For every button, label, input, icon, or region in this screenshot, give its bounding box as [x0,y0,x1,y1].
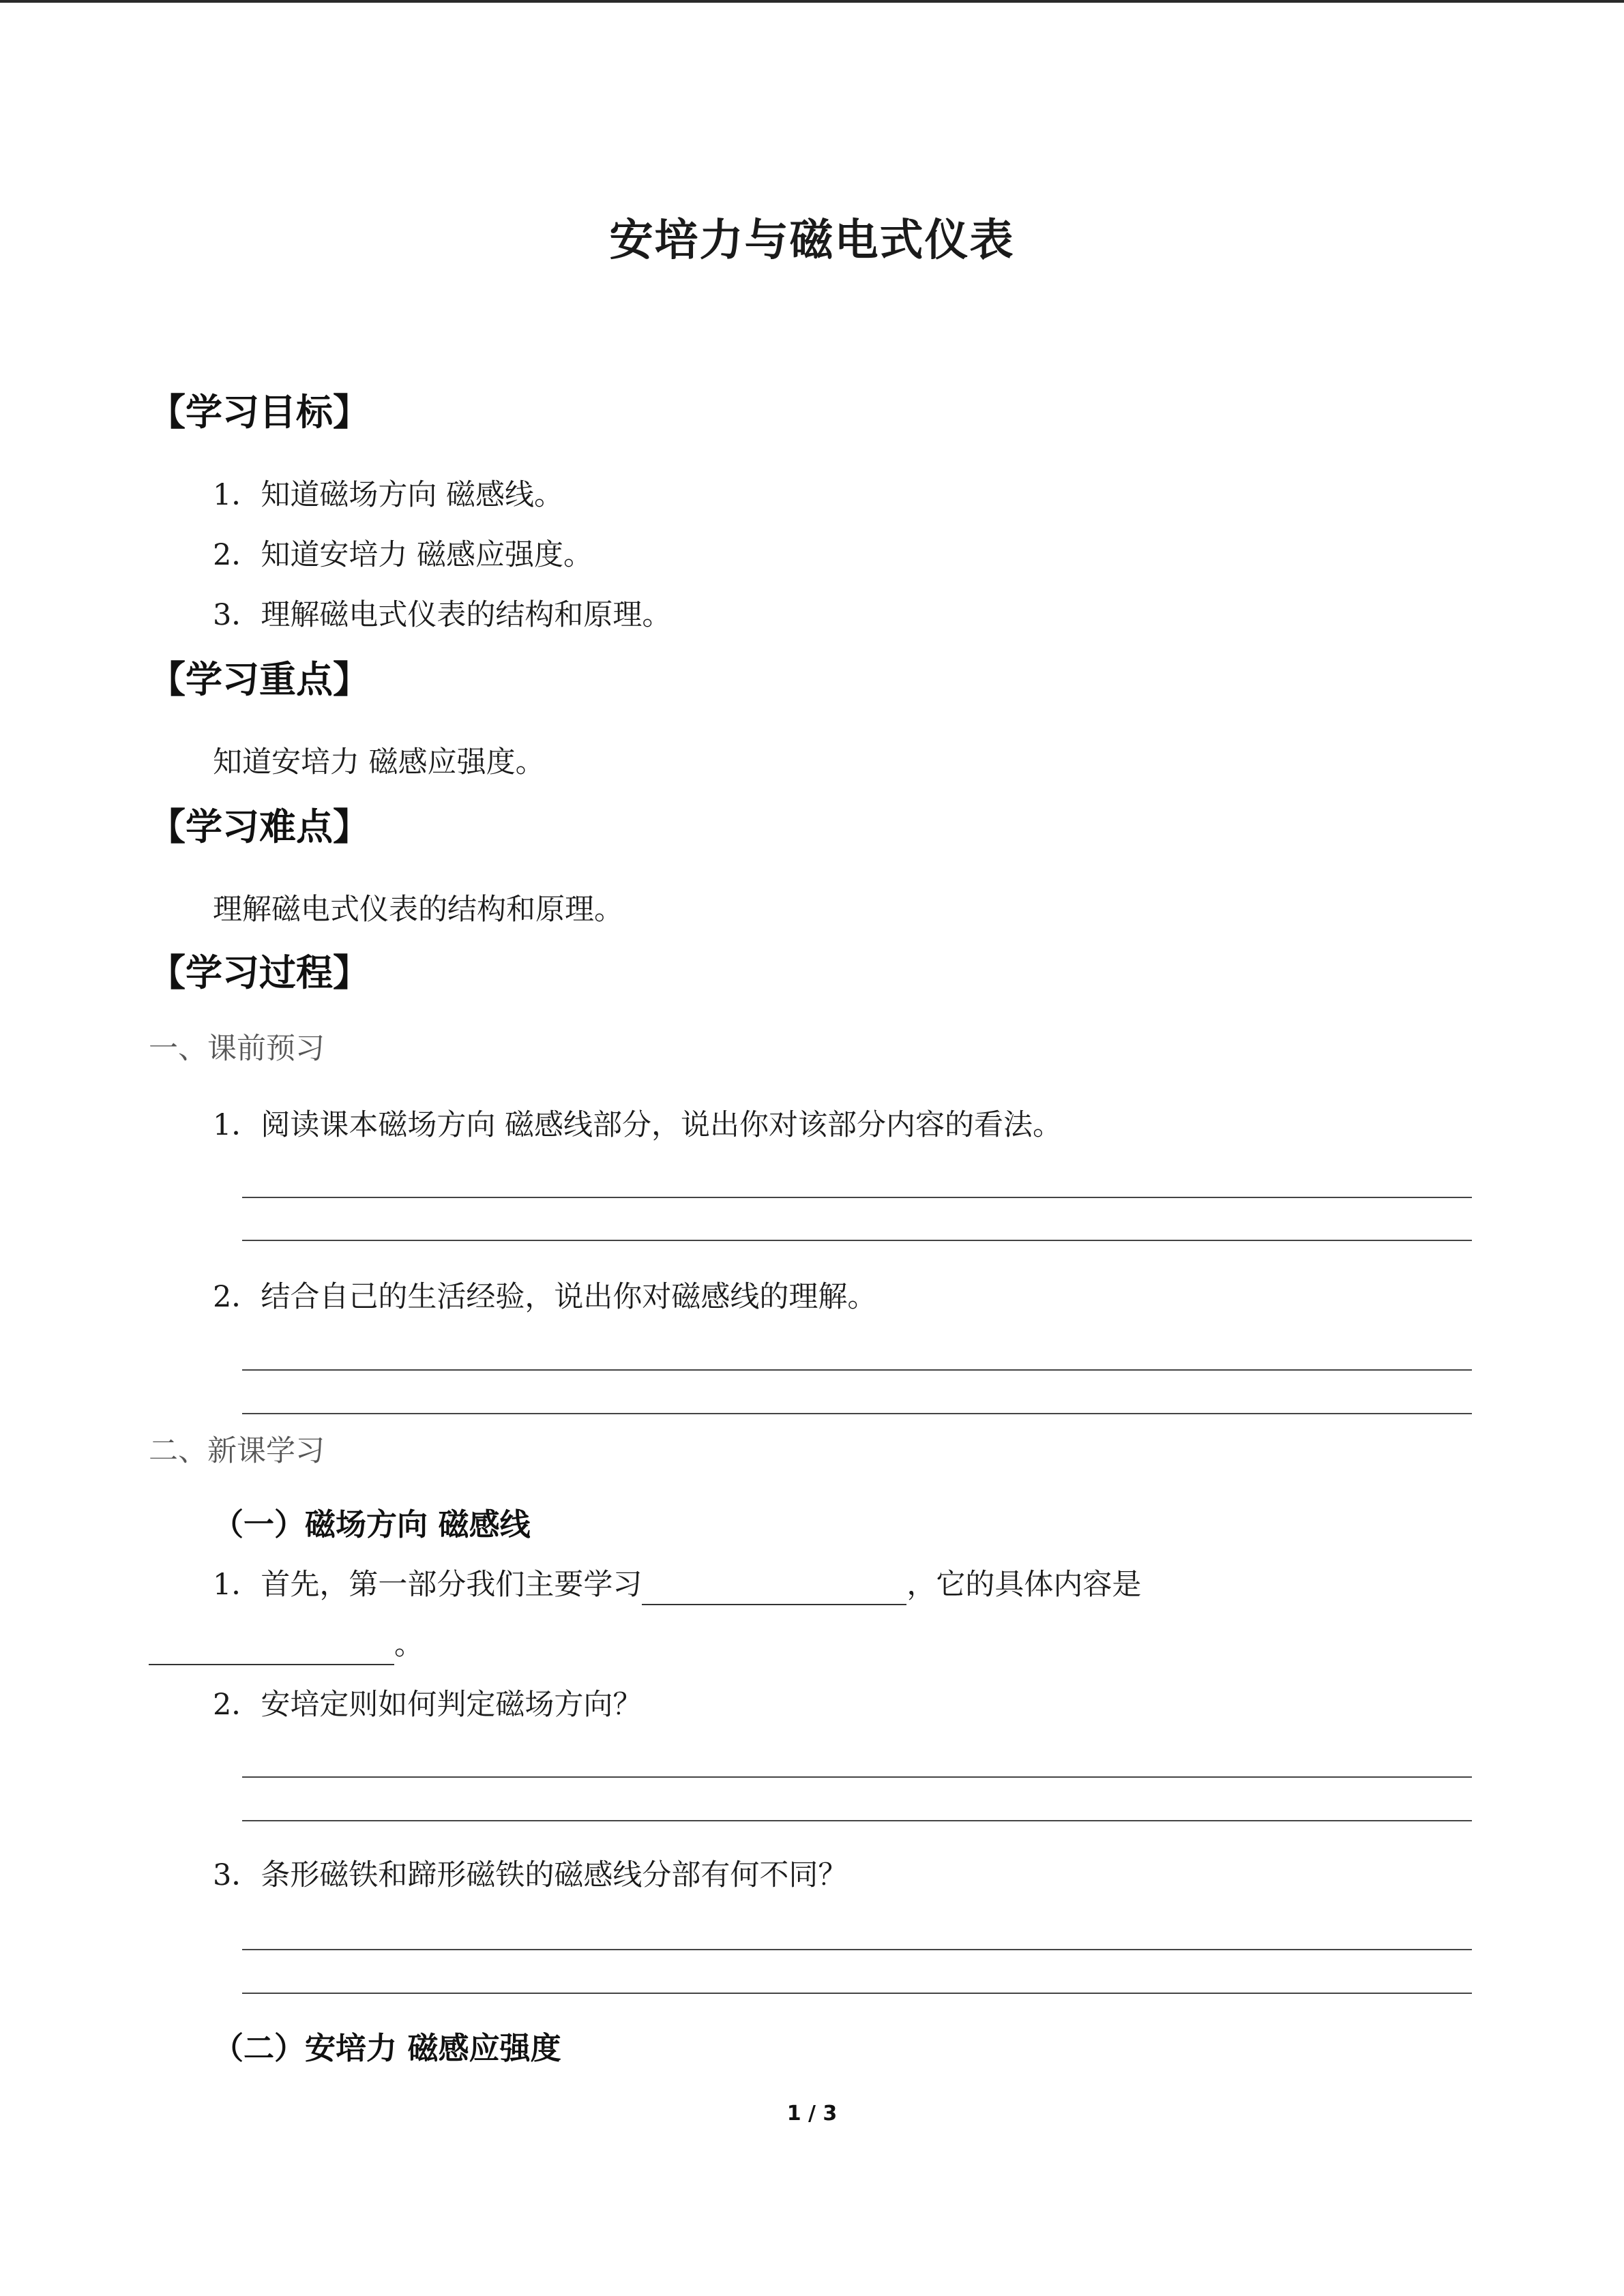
section-heading-key-points: 【学习重点】 [149,658,370,701]
section-heading-process: 【学习过程】 [149,951,370,994]
part1-question-1-continued [149,1624,424,1665]
answer-line [242,1820,1472,1821]
page-number: 1 / 3 [786,2102,838,2126]
preview-question-1: 1．阅读课本磁场方向 磁感线部分，说出你对该部分内容的看法。 [213,1108,1063,1142]
fill-blank [642,1574,906,1605]
question-text: ，它的具体内容是 [906,1568,1142,1602]
section-heading-difficulties: 【学习难点】 [149,805,370,848]
section-heading-goals: 【学习目标】 [149,391,370,434]
preview-question-2: 2．结合自己的生活经验，说出你对磁感线的理解。 [213,1280,877,1314]
part1-heading: （一）磁场方向 磁感线 [213,1506,531,1542]
key-points-text: 知道安培力 磁感应强度。 [213,745,545,779]
part1-question-3: 3．条形磁铁和蹄形磁铁的磁感线分部有何不同？ [213,1858,848,1892]
preview-heading: 一、课前预习 [149,1032,325,1066]
question-text: 。 [394,1628,424,1662]
goal-item-3: 3．理解磁电式仪表的结构和原理。 [213,598,672,632]
answer-line [242,1413,1472,1414]
answer-line [242,1776,1472,1778]
answer-line [242,1240,1472,1241]
answer-line [242,1993,1472,1994]
new-lesson-heading: 二、新课学习 [149,1434,325,1468]
part1-question-1 [213,1564,1141,1605]
question-text: 1．首先，第一部分我们主要学习 [213,1568,643,1602]
answer-line [242,1949,1472,1950]
part2-heading: （二）安培力 磁感应强度 [213,2030,561,2066]
goal-item-1: 1．知道磁场方向 磁感线。 [213,478,564,512]
document-title: 安培力与磁电式仪表 [609,215,1015,266]
answer-line [242,1369,1472,1371]
answer-line [242,1197,1472,1198]
goal-item-2: 2．知道安培力 磁感应强度。 [213,538,593,572]
part1-question-2: 2．安培定则如何判定磁场方向？ [213,1688,643,1722]
fill-blank [149,1634,394,1665]
difficulties-text: 理解磁电式仪表的结构和原理。 [213,893,623,927]
top-border [0,0,1624,3]
